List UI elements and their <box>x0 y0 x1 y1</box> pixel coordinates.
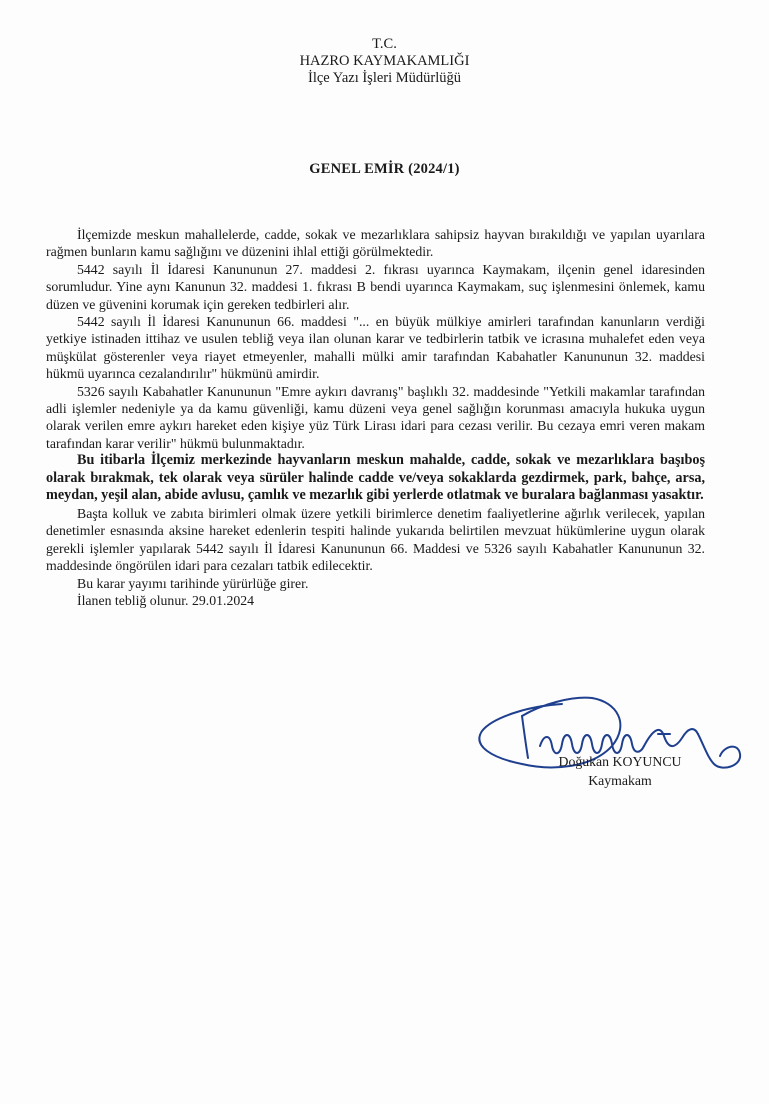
paragraph-prohibition: Bu itibarla İlçemiz merkezinde hayvanların meskun mahalde, cadde, sokak ve mezarlıklara başıboş olarak bırakmak, tek olarak veya sürüler halinde cadde ve/veya sokaklarda gezdirmek, park, bahçe, arsa, meydan, yeşil alan, abide avlusu, çamlık ve mezarlık gibi yerlerde otlatmak ve buralara bağlanması yasaktır. <box>46 452 705 504</box>
signer-block <box>520 752 720 790</box>
document-title: GENEL EMİR (2024/1) <box>309 161 460 177</box>
paragraph-authority-27: 5442 sayılı İl İdaresi Kanununun 27. maddesi 2. fıkrası uyarınca Kaymakam, ilçenin genel idaresinden sorumludur. Yine aynı Kanunun 32. maddesi 1. fıkrası B bendi uyarınca Kaymakam, suç işlenmesini önlemek, kamu düzen ve güvenini korumak için gereken tedbirleri alır. <box>46 261 705 312</box>
document-body <box>46 226 705 610</box>
letterhead-office: HAZRO KAYMAKAMLIĞI <box>299 53 470 69</box>
paragraph-announcement: İlanen tebliğ olunur. 29.01.2024 <box>77 593 255 609</box>
signer-name: Doğukan KOYUNCU <box>558 754 682 769</box>
paragraph-enforcement: Başta kolluk ve zabıta birimleri olmak üzere yetkili birimlerce denetim faaliyetlerine ağırlık verilecek, yapılan denetimler esnasında aksine hareket edenlerin tespiti halinde yukarıda belirtilen mevzuat hükümlerine uygun olarak gerekli işlemler yapılarak 5442 sayılı İl İdaresi Kanununun 66. Maddesi ve 5326 sayılı Kabahatler Kanununun 32. maddesinde öngörülen idari para cezaları tatbik edilecektir. <box>46 506 705 574</box>
letterhead-department: İlçe Yazı İşleri Müdürlüğü <box>307 70 462 86</box>
paragraph-situation: İlçemizde meskun mahallelerde, cadde, sokak ve mezarlıklara sahipsiz hayvan bırakıldığı ve yapılan uyarılara rağmen bunların kamu sağlığını ve düzenini ihlal ettiği görülmektedir. <box>46 227 705 260</box>
signer-title: Kaymakam <box>588 773 652 788</box>
paragraph-effective: Bu karar yayımı tarihinde yürürlüğe girer. <box>77 575 309 591</box>
letterhead-country: T.C. <box>372 36 397 52</box>
paragraph-law-5326: 5326 sayılı Kabahatler Kanununun "Emre aykırı davranış" başlıklı 32. maddesinde "Yetkili makamlar tarafından adli işlemler nedeniyle ya da kamu güvenliği, kamu düzeni veya genel sağlığın korunması amacıyla hukuka uygun olarak verilen emre aykırı hareket eden kişiye yüz Türk Lirası idari para cezası verilir. Bu cezaya emri veren makam tarafından karar verilir" hükmü bulunmaktadır. <box>46 383 705 451</box>
paragraph-law-66: 5442 sayılı İl İdaresi Kanununun 66. maddesi "... en büyük mülkiye amirleri tarafından kanunların verdiği yetkiye istinaden ittihaz ve usulen tebliğ veya ilan olunan karar ve tedbirlerin tatbik ve icrasına muhalefet eden veya müşkülat gösterenler veya riayet etmeyenler, mahalli mülki amir tarafından Kabahatler Kanununun 32. maddesi hükmü uyarınca cezalandırılır" hükmünü amirdir. <box>46 314 705 382</box>
letterhead <box>0 36 769 87</box>
